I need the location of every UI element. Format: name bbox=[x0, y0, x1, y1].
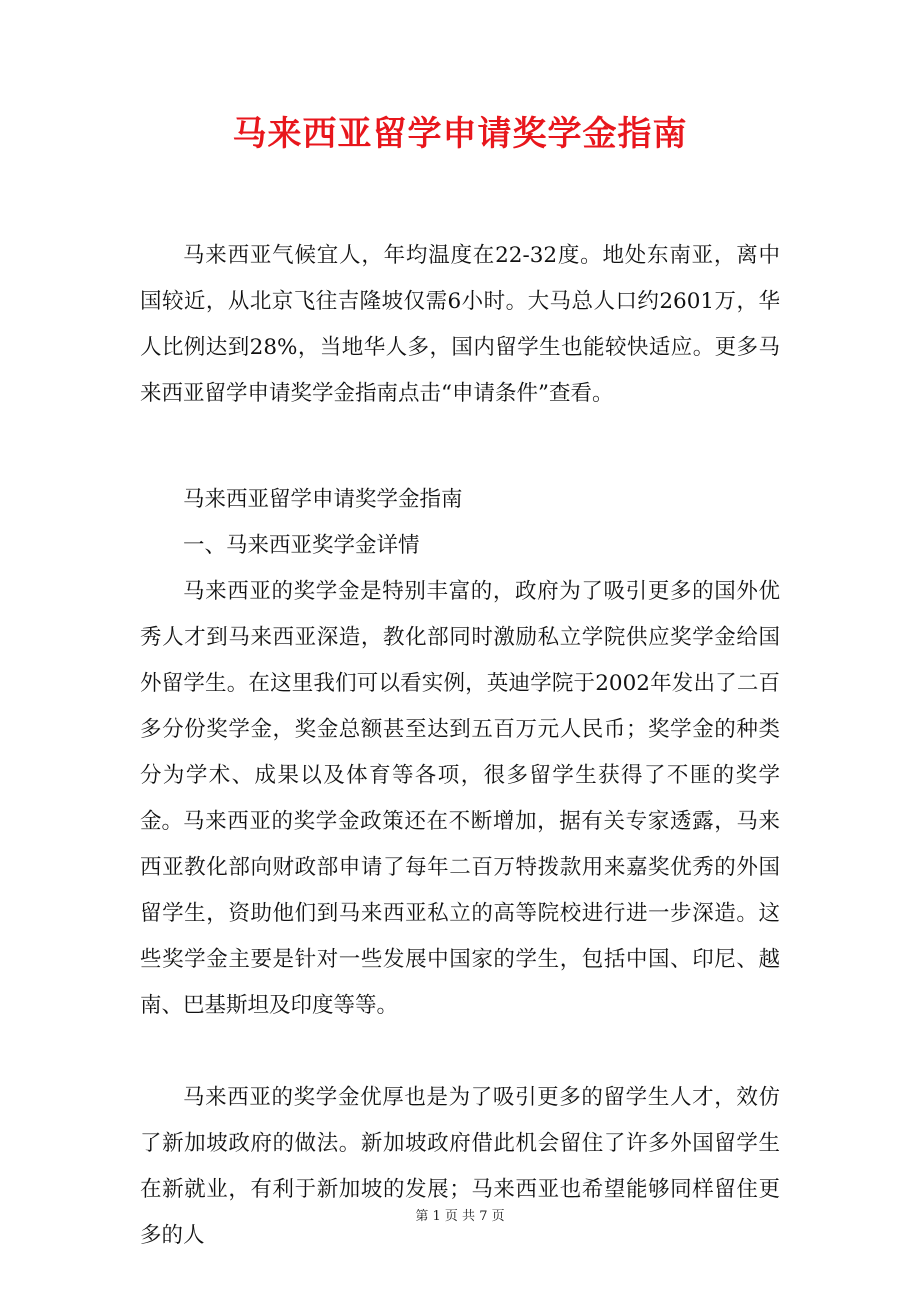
subsection-title: 一、马来西亚奖学金详情 bbox=[183, 533, 420, 558]
body-paragraph: 马来西亚的奖学金优厚也是为了吸引更多的留学生人才，效仿了新加坡政府的做法。新加坡政府借此机会留住了许多外国留学生在新就业，有利于新加坡的发展；马来西亚也希望能够同样留住更多的人 bbox=[140, 1085, 780, 1248]
section-title: 马来西亚留学申请奖学金指南 bbox=[183, 487, 463, 512]
document-title: 马来西亚留学申请奖学金指南 bbox=[232, 114, 688, 154]
page-footer: 第 1 页 共 7 页 bbox=[415, 1209, 505, 1224]
intro-paragraph: 马来西亚气候宜人，年均温度在22-32度。地处东南亚，离中国较近，从北京飞往吉隆坡仅需6小时。大马总人口约2601万，华人比例达到28%，当地华人多，国内留学生也能较快适应。更多马来西亚留学申请奖学金指南点击“申请条件”查看。 bbox=[140, 243, 780, 406]
body-paragraph: 马来西亚的奖学金是特别丰富的，政府为了吸引更多的国外优秀人才到马来西亚深造，教化部同时激励私立学院供应奖学金给国外留学生。在这里我们可以看实例，英迪学院于2002年发出了二百多分份奖学金，奖金总额甚至达到五百万元人民币；奖学金的种类分为学术、成果以及体育等各项，很多留学生获得了不匪的奖学金。 bbox=[140, 579, 780, 834]
body-paragraph: 马来西亚的奖学金政策还在不断增加，据有关专家透露，马来西亚教化部向财政部申请了每年二百万特拨款用来嘉奖优秀的外国留学生，资助他们到马来西亚私立的高等院校进行进一步深造。这些奖学金主要是针对一些发展中国家的学生，包括中国、印尼、越南、巴基斯坦及印度等等。 bbox=[140, 809, 780, 1018]
